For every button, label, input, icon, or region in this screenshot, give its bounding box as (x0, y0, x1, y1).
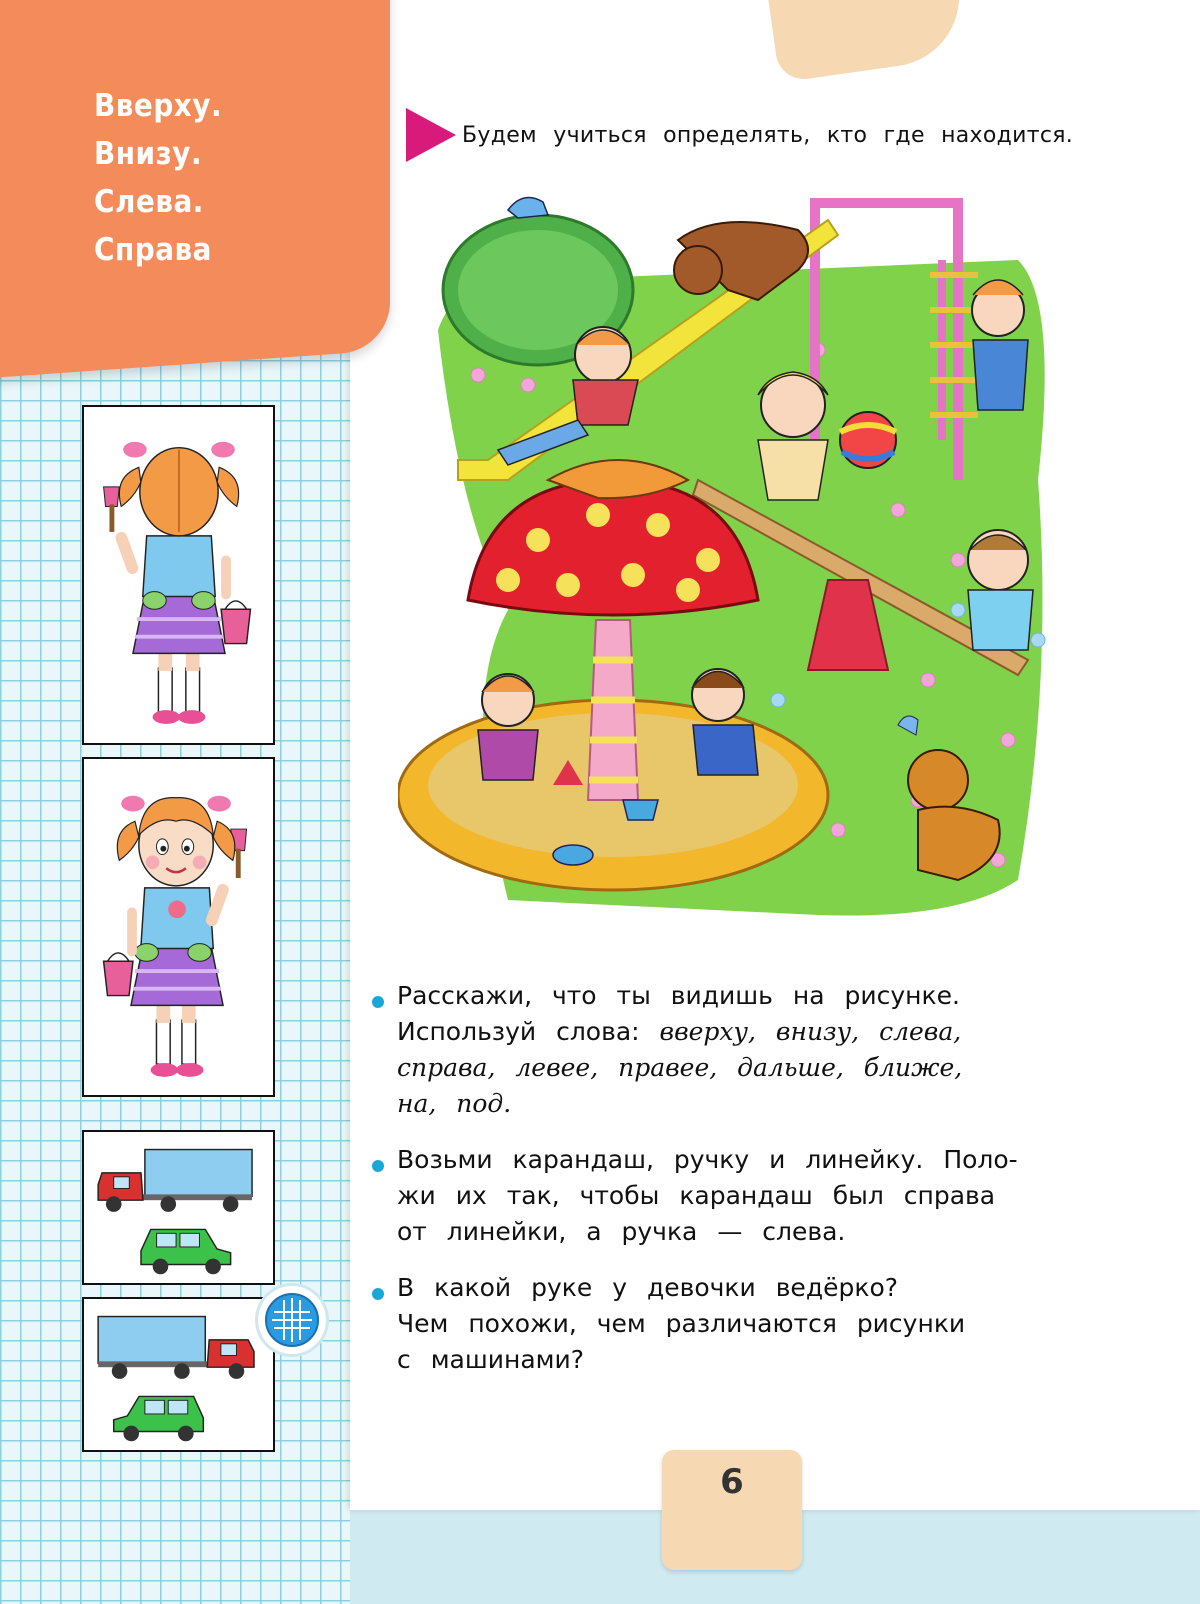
text-run: Расскажи, что ты видишь на рисунке. (397, 981, 960, 1010)
girl-front-illustration (84, 759, 273, 1095)
task-line (397, 1086, 962, 1122)
playground-scene (398, 180, 1098, 940)
girl-back-illustration (84, 407, 273, 743)
task-line (397, 1214, 1018, 1250)
task-text (397, 1142, 1018, 1250)
bullet-dot-icon (372, 1160, 384, 1172)
italic-words: справа, левее, правее, дальше, ближе, (397, 1053, 963, 1082)
topic-line: Слева. (94, 184, 204, 220)
task-line (397, 1142, 1018, 1178)
globe-grid-badge[interactable] (258, 1286, 326, 1354)
topic-line: Справа (94, 232, 212, 268)
girl-back-panel (82, 405, 275, 745)
task-list (372, 978, 1102, 1398)
text-run: с машинами? (397, 1345, 585, 1374)
bullet-dot-icon (372, 1288, 384, 1300)
peach-corner-tab (762, 0, 968, 83)
italic-words: на, под. (397, 1089, 512, 1118)
task-line (397, 978, 962, 1014)
girl-front-panel (82, 757, 275, 1097)
topic-line: Вверху. (94, 88, 223, 124)
task-line (397, 1270, 965, 1306)
globe-grid-icon (264, 1292, 320, 1348)
task-line (397, 1050, 962, 1086)
text-run: жи их так, чтобы карандаш был справа (397, 1181, 996, 1210)
task-item (372, 978, 1102, 1122)
topic-title (94, 82, 222, 274)
text-run: от линейки, а ручка — слева. (397, 1217, 846, 1246)
playground-illustration (398, 180, 1098, 940)
intro-text: Будем учиться определять, кто где находится. (462, 122, 1074, 148)
text-run: Используй слова: (397, 1017, 660, 1046)
vehicles-panel-truck-right (82, 1130, 275, 1285)
task-line (397, 1306, 965, 1342)
task-item (372, 1142, 1102, 1250)
task-item (372, 1270, 1102, 1378)
task-line (397, 1342, 965, 1378)
truck-and-car-illustration (84, 1132, 273, 1283)
text-run: В какой руке у девочки ведёрко? (397, 1273, 899, 1302)
task-line (397, 1014, 962, 1050)
vehicles-panel-truck-left (82, 1297, 275, 1452)
bullet-dot-icon (372, 996, 384, 1008)
task-line (397, 1178, 1018, 1214)
page-number: 6 (720, 1462, 744, 1502)
task-text (397, 978, 962, 1122)
text-run: Чем похожи, чем различаются рисунки (397, 1309, 966, 1338)
text-run: Возьми карандаш, ручку и линейку. Поло- (397, 1145, 1018, 1174)
task-text (397, 1270, 965, 1378)
topic-line: Внизу. (94, 136, 203, 172)
intro-line (406, 108, 1106, 162)
truck-and-car-illustration (84, 1299, 273, 1450)
triangle-marker-icon (406, 108, 456, 162)
italic-words: вверху, внизу, слева, (659, 1017, 962, 1046)
